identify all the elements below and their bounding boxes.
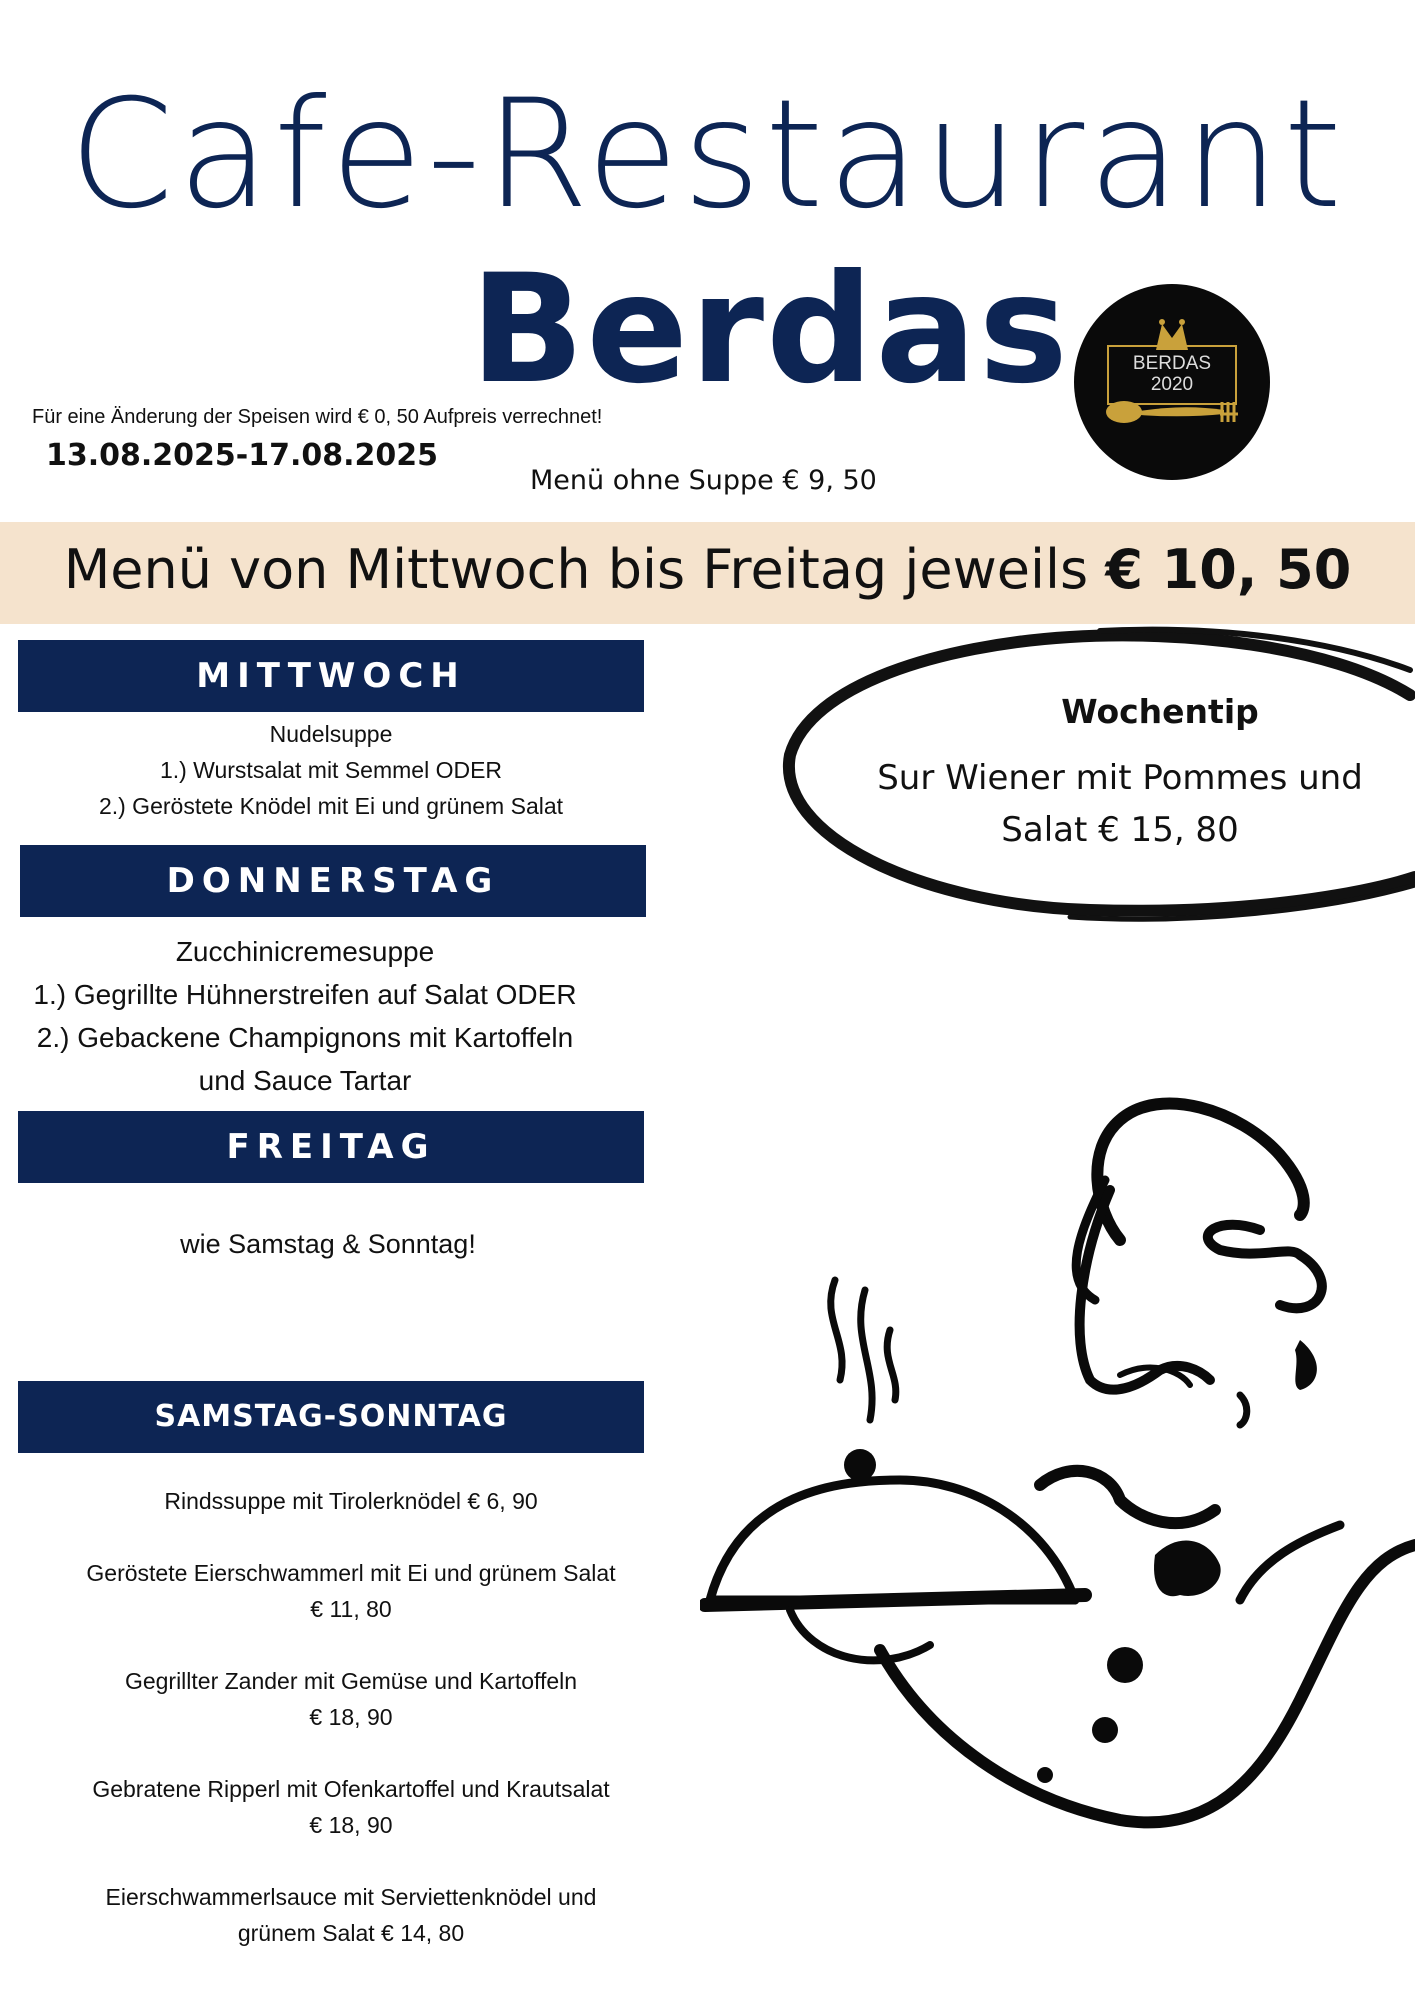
menu-item: Geröstete Eierschwammerl mit Ei und grünem Salat [86, 1560, 616, 1586]
day-heading-mittwoch: MITTWOCH [18, 640, 644, 712]
day-heading-freitag: FREITAG [18, 1111, 644, 1183]
menu-item-price: grünem Salat € 14, 80 [237, 1920, 465, 1946]
banner-label: Menü von Mittwoch bis Freitag jeweils [63, 538, 1089, 601]
menu-freitag [18, 1226, 638, 1262]
day-heading-samstag-sonntag: SAMSTAG-SONNTAG [18, 1381, 644, 1453]
date-range: 13.08.2025-17.08.2025 [46, 438, 439, 473]
menu-item: und Sauce Tartar [198, 1065, 412, 1096]
menu-without-soup-price: Menü ohne Suppe € 9, 50 [530, 465, 877, 496]
menu-item: 2.) Gebackene Champignons mit Kartoffeln [36, 1022, 574, 1053]
menu-donnerstag [0, 930, 610, 1102]
menu-item: 1.) Wurstsalat mit Semmel ODER [159, 757, 503, 783]
day-heading-donnerstag: DONNERSTAG [20, 845, 646, 917]
menu-item: 2.) Geröstete Knödel mit Ei und grünem Salat [98, 793, 564, 819]
fork-icon [1220, 402, 1238, 422]
chef-serving-cloche-illustration [700, 1040, 1415, 1870]
wochentip-title: Wochentip [1061, 692, 1259, 731]
wochentip-line1: Sur Wiener mit Pommes und [877, 758, 1363, 798]
menu-item: Nudelsuppe [269, 721, 393, 747]
spoon-icon [1106, 401, 1142, 423]
menu-item-price: € 18, 90 [309, 1704, 393, 1730]
restaurant-name: Berdas [470, 243, 1070, 417]
banner-price: € 10, 50 [1105, 538, 1352, 601]
logo-text [1110, 353, 1234, 395]
menu-item: Zucchinicremesuppe [175, 936, 435, 967]
menu-item: Gebratene Ripperl mit Ofenkartoffel und Krautsalat [92, 1776, 610, 1802]
logo-line1: BERDAS [1132, 353, 1212, 374]
menu-item: Gegrillter Zander mit Gemüse und Kartoffeln [124, 1668, 578, 1694]
menu-item: 1.) Gegrillte Hühnerstreifen auf Salat ODER [33, 979, 577, 1010]
menu-samstag-sonntag [46, 1483, 656, 1951]
logo-line2: 2020 [1150, 374, 1194, 395]
restaurant-title: Cafe-Restaurant [68, 68, 1347, 242]
wochentip-line2: Salat € 15, 80 [1001, 810, 1239, 850]
menu-item: Rindssuppe mit Tirolerknödel € 6, 90 [164, 1488, 538, 1514]
banner-text [0, 538, 1415, 601]
menu-item: Eierschwammerlsauce mit Serviettenknödel und [105, 1884, 597, 1910]
menu-item-price: € 18, 90 [309, 1812, 393, 1838]
price-change-notice: Für eine Änderung der Speisen wird € 0, 50 Aufpreis verrechnet! [32, 406, 603, 428]
menu-item-price: € 11, 80 [310, 1596, 392, 1622]
wochentip-text [860, 752, 1380, 856]
menu-mittwoch [18, 716, 644, 824]
menu-item: wie Samstag & Sonntag! [180, 1229, 476, 1259]
